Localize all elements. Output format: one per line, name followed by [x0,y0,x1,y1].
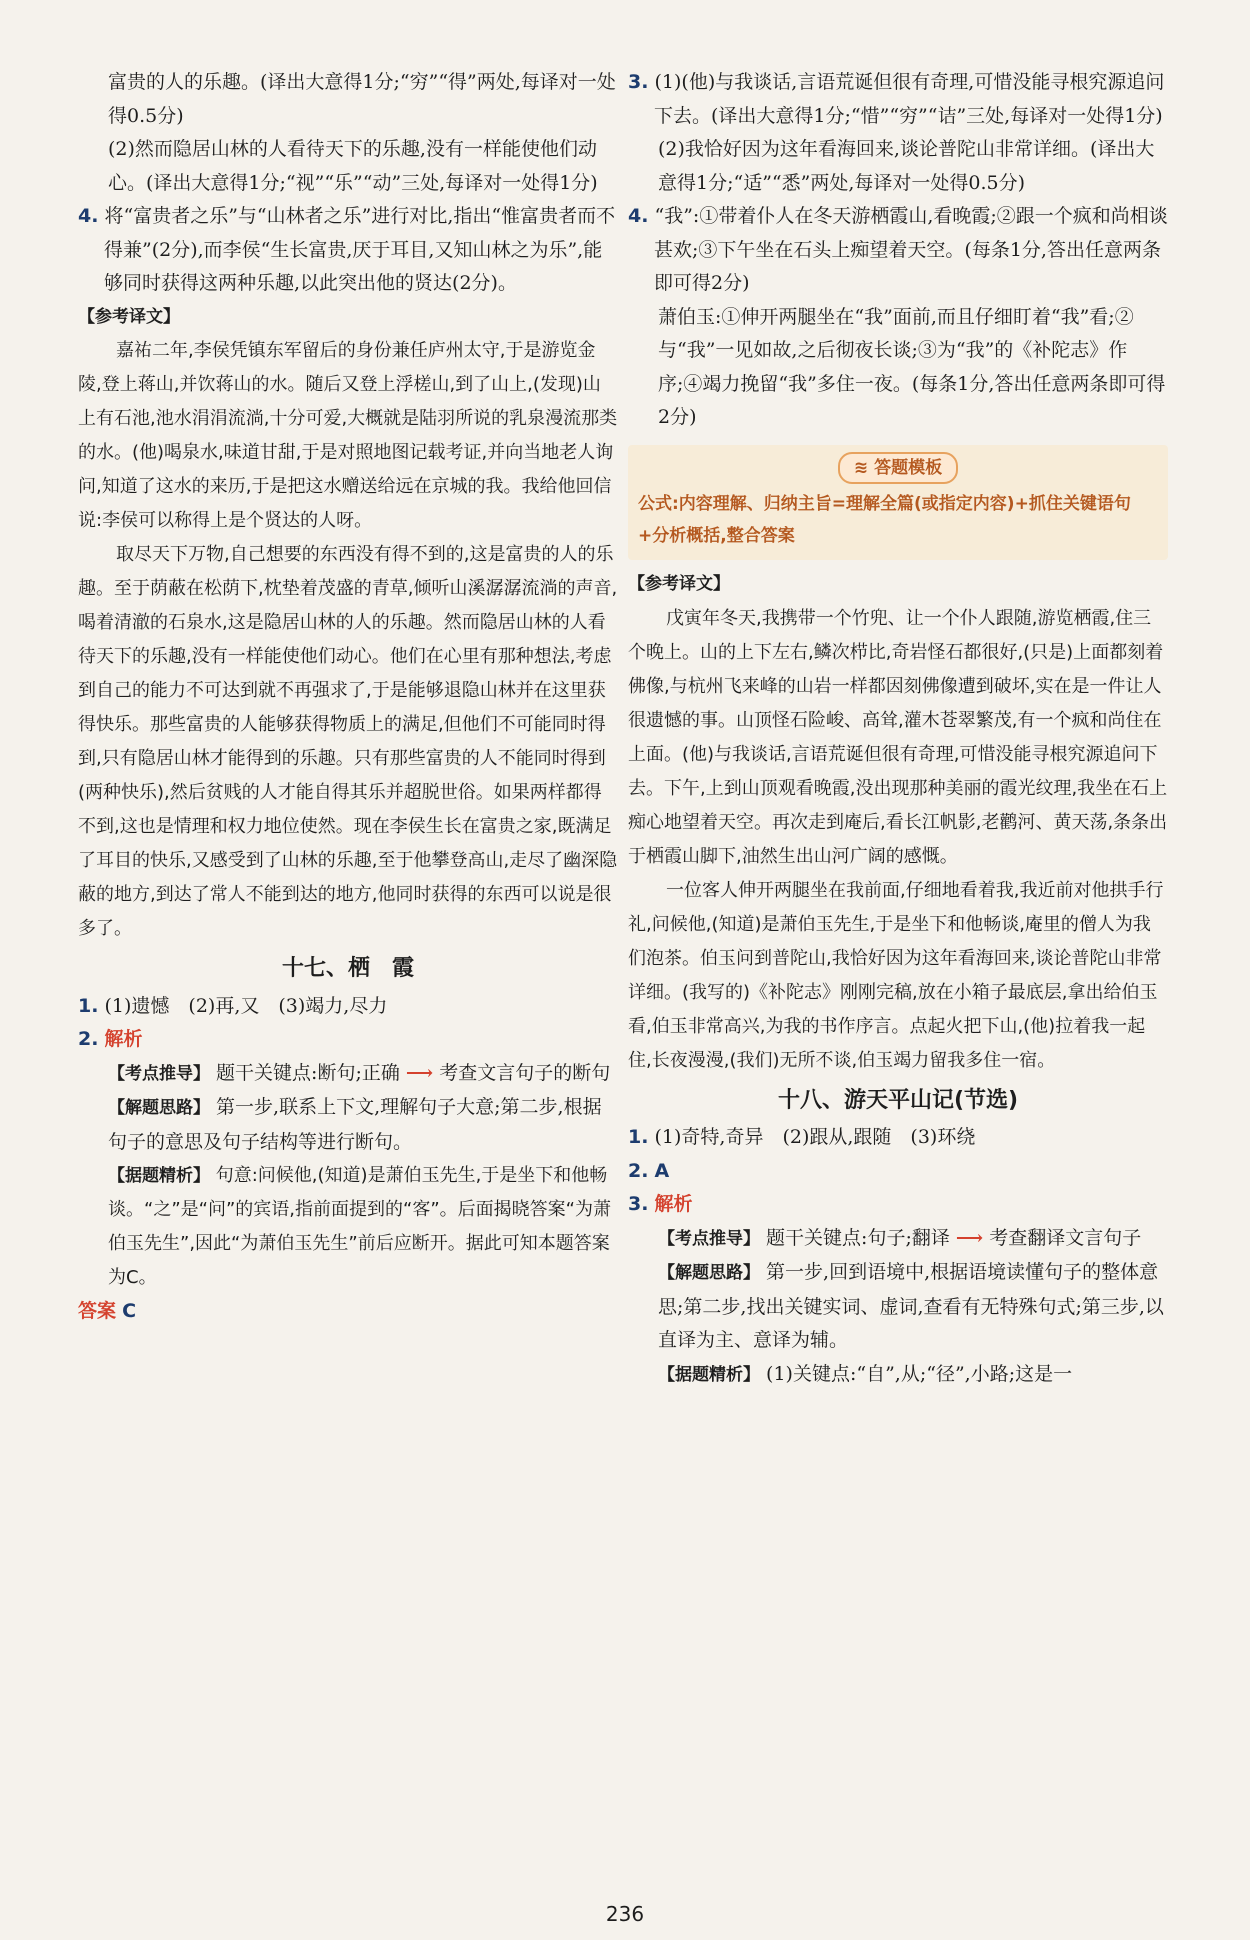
answer-text: “我”:①带着仆人在冬天游栖霞山,看晚霞;②跟一个疯和尚相谈甚欢;③下午坐在石头上痴望着天空。(每条1分,答出任意两条即可得2分) [654,205,1168,294]
tag-label: 【解题思路】 [108,1098,210,1118]
analysis-point [628,1256,1168,1358]
answer-text: 富贵的人的乐趣。(译出大意得1分;“穷”“得”两处,每译对一处得0.5分) [108,71,616,127]
page-number: 236 [605,1902,645,1926]
analysis-text: 考查翻译文言句子 [989,1226,1142,1249]
answer-line [78,1295,618,1329]
analysis-point [78,1159,618,1295]
arrow-icon: ⟶ [955,1226,984,1249]
question-4 [628,200,1168,301]
translation-paragraph: 嘉祐二年,李侯凭镇东军留后的身份兼任庐州太守,于是游览金陵,登上蒋山,并饮蒋山的水。随后又登上浮槎山,到了山上,(发现)山上有石池,池水涓涓流淌,十分可爱,大概就是陆羽所说的乳泉漫流那类的水。(他)喝泉水,味道甘甜,于是对照地图记载考证,并向当地老人询问,知道了这水的来历,于是把这水赠送给远在京城的我。我给他回信说:李侯可以称得上是个贤达的人呀。 [78,340,618,531]
analysis-text: 第一步,回到语境中,根据语境读懂句子的整体意思;第二步,找出关键实词、虚词,查看有无特殊句式;第三步,以直译为主、意译为辅。 [658,1261,1164,1351]
answer-1 [78,990,618,1024]
tag-label: 【据题精析】 [658,1364,760,1385]
layers-icon: ≋ [853,457,869,478]
question-3 [628,66,1168,133]
answer-text: (2)我恰好因为这年看海回来,谈论普陀山非常详细。(译出大意得1分;“适”“悉”两处,每译对一处得0.5分) [658,138,1155,194]
template-title [838,452,958,484]
analysis-text: 题干关键点:句子;翻译 [766,1226,950,1249]
template-formula: 公式:内容理解、归纳主旨=理解全篇(或指定内容)+抓住关键语句+分析概括,整合答案 [638,494,1131,546]
right-column [628,66,1168,1392]
answer-2 [628,1155,1168,1189]
tag-label: 【据题精析】 [108,1166,210,1186]
answer-template-box [628,445,1168,561]
answer-text: (1)奇特,奇异 (2)跟从,跟随 (3)环绕 [654,1126,976,1148]
answer-text: (2)然而隐居山林的人看待天下的乐趣,没有一样能使他们动心。(译出大意得1分;“视”“乐”“动”三处,每译对一处得1分) [108,138,598,194]
reference-translation-label: 【参考译文】 [78,306,180,327]
analysis-text: 句意:问候他,(知道)是萧伯玉先生,于是坐下和他畅谈。“之”是“问”的宾语,指前面提到的“客”。后面揭晓答案“为萧伯玉先生”,因此“为萧伯玉先生”前后应断开。据此可知本题答案为C。 [108,1165,611,1288]
question-number: 2. [628,1159,649,1182]
answer-text: (1)(他)与我谈话,言语荒诞但很有奇理,可惜没能寻根究源追问下去。(译出大意得1分;“惜”“穷”“诘”三处,每译对一处得1分) [654,71,1165,127]
answer-text: 萧伯玉:①伸开两腿坐在“我”面前,而且仔细盯着“我”看;②与“我”一见如故,之后彻夜长谈;③为“我”的《补陀志》作序;④竭力挽留“我”多住一夜。(每条1分,答出任意两条即可得2分) [658,305,1166,428]
section-title: 十七、栖 霞 [281,956,414,981]
question-number: 3. [628,1193,649,1215]
answer-label: 答案 [78,1300,117,1322]
analysis-text: 考查文言句子的断句 [439,1061,611,1084]
translation-paragraph: 取尽天下万物,自己想要的东西没有得不到的,这是富贵的人的乐趣。至于荫蔽在松荫下,枕垫着茂盛的青草,倾听山溪潺潺流淌的声音,喝着清澈的石泉水,这是隐居山林的人的乐趣。然而隐居山林的人看待天下的乐趣,没有一样能使他们动心。他们在心里有那种想法,考虑到自己的能力不可达到就不再强求了,于是能够退隐山林并在这里获得快乐。那些富贵的人能够获得物质上的满足,但他们不可能同时得到,只有隐居山林才能得到的乐趣。只有那些富贵的人不能同时得到(两种快乐),然后贫贱的人才能自得其乐并超脱世俗。如果两样都得不到,这也是情理和权力地位使然。现在李侯生长在富贵之家,既满足了耳目的快乐,又感受到了山林的乐趣,至于他攀登高山,走尽了幽深隐蔽的地方,到达了常人不能到达的地方,他同时获得的东西可以说是很多了。 [78,544,618,939]
tag-label: 【解题思路】 [658,1263,760,1283]
translation-paragraph: 一位客人伸开两腿坐在我前面,仔细地看着我,我近前对他拱手行礼,问候他,(知道)是萧伯玉先生,于是坐下和他畅谈,庵里的僧人为我们泡茶。伯玉问到普陀山,我恰好因为这年看海回来,谈论普陀山非常详细。(我写的)《补陀志》刚刚完稿,放在小箱子最底层,拿出给伯玉看,伯玉非常高兴,为我的书作序言。点起火把下山,(他)拉着我一起住,长夜漫漫,(我们)无所不谈,伯玉竭力留我多住一宿。 [628,879,1164,1071]
analysis-label: 解析 [104,1028,143,1050]
answer-value: C [122,1300,137,1322]
question-number: 4. [628,205,649,227]
analysis-text: 第一步,联系上下文,理解句子大意;第二步,根据句子的意思及句子结构等进行断句。 [108,1096,602,1153]
analysis-text: 题干关键点:断句;正确 [216,1061,400,1084]
tag-label: 【考点推导】 [108,1063,210,1084]
answer-text: (1)遗憾 (2)再,又 (3)竭力,尽力 [104,994,388,1017]
answer-1 [628,1121,1168,1155]
analysis-point [78,1091,618,1159]
answer-3 [628,1188,1168,1222]
question-number: 1. [78,994,99,1017]
analysis-text: (1)关键点:“自”,从;“径”,小路;这是一 [766,1362,1073,1385]
answer-value: A [654,1159,670,1182]
section-title: 十八、游天平山记(节选) [777,1087,1019,1113]
template-title-text: 答题模板 [874,457,943,478]
answer-text: 将“富贵者之乐”与“山林者之乐”进行对比,指出“惟富贵者而不得兼”(2分),而李侯“生长富贵,厌于耳目,又知山林之为乐”,能够同时获得这两种乐趣,以此突出他的贤达(2分)。 [104,205,616,294]
reference-translation-label: 【参考译文】 [628,574,730,594]
tag-label: 【考点推导】 [658,1228,760,1249]
question-number: 1. [628,1126,649,1148]
analysis-label: 解析 [654,1193,693,1215]
analysis-point [78,1057,618,1092]
left-column [78,66,618,1329]
question-number: 3. [628,71,649,93]
question-4 [78,200,618,301]
analysis-point [628,1222,1168,1257]
translation-paragraph: 戊寅年冬天,我携带一个竹兜、让一个仆人跟随,游览栖霞,住三个晚上。山的上下左右,鳞次栉比,奇岩怪石都很好,(只是)上面都刻着佛像,与杭州飞来峰的山岩一样都因刻佛像遭到破坏,实在是一件让人很遗憾的事。山顶怪石险峻、高耸,灌木苍翠繁茂,有一个疯和尚住在上面。(他)与我谈话,言语荒诞但很有奇理,可惜没能寻根究源追问下去。下午,上到山顶观看晚霞,没出现那种美丽的霞光纹理,我坐在石上痴心地望着天空。再次走到庵后,看长江帆影,老鹳河、黄天荡,条条出于栖霞山脚下,油然生出山河广阔的感慨。 [628,607,1168,867]
analysis-point [628,1358,1168,1393]
answer-2 [78,1023,618,1057]
question-number: 4. [78,205,99,227]
arrow-icon: ⟶ [405,1061,434,1084]
question-number: 2. [78,1028,99,1050]
